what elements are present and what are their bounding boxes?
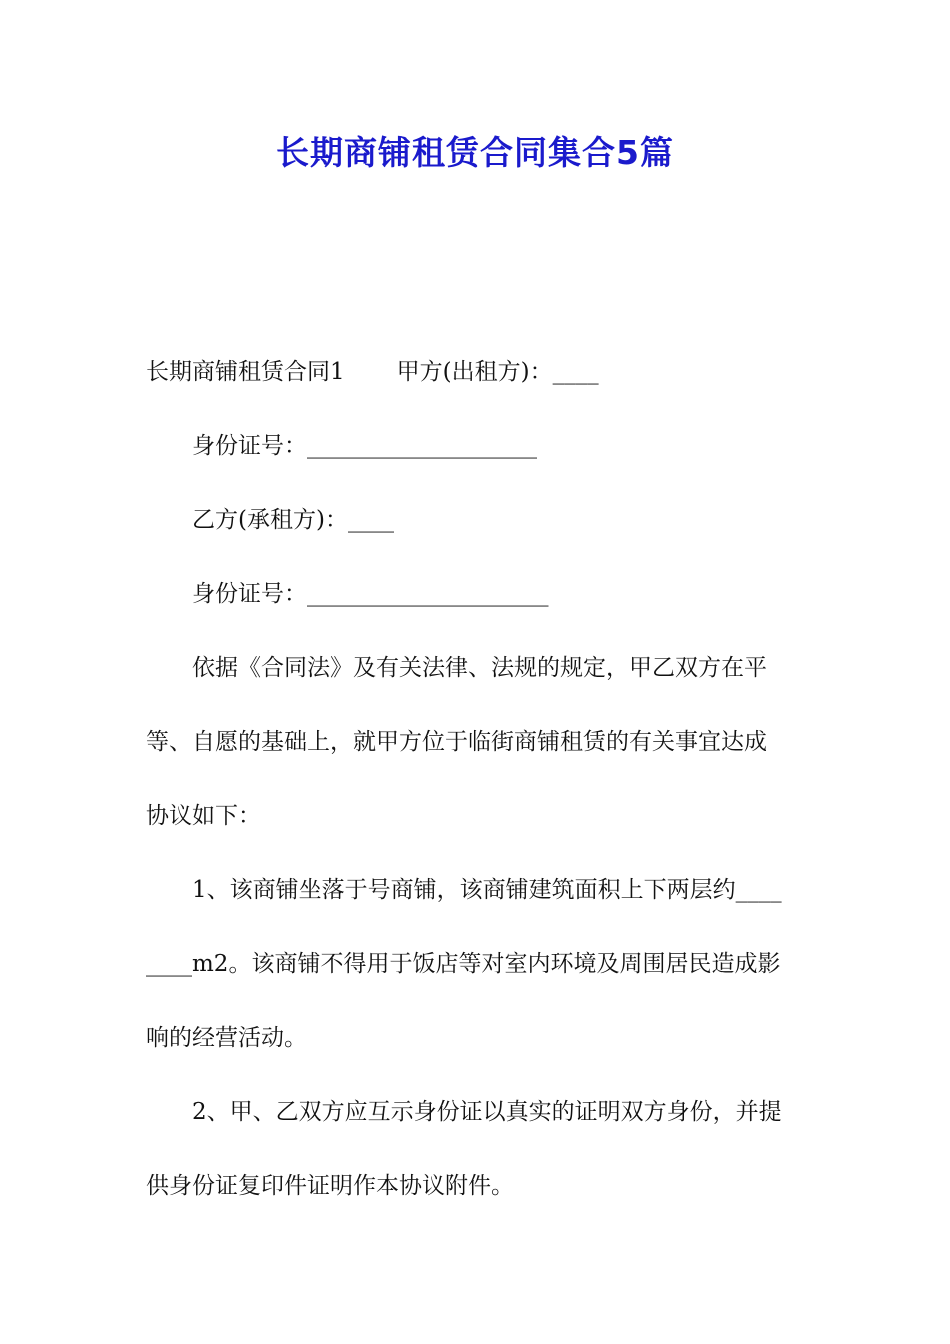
contract-heading-line — [146, 335, 808, 409]
clause-1-line: 响的经营活动。 — [146, 1025, 307, 1051]
party-a-id-field: 身份证号：____________________ — [192, 433, 537, 459]
clause-1-line: ____m2。该商铺不得用于饭店等对室内环境及周围居民造成影 — [146, 951, 781, 977]
paragraph-line: 协议如下： — [146, 803, 261, 829]
paragraph-line: 等、自愿的基础上，就甲方位于临街商铺租赁的有关事宜达成 — [146, 729, 767, 755]
party-b-id-field: 身份证号：_____________________ — [192, 581, 549, 607]
party-a-field: 甲方(出租方)：____ — [396, 359, 599, 385]
party-b-field: 乙方(承租方)：____ — [192, 507, 394, 533]
clause-1-line: 1、该商铺坐落于号商铺，该商铺建筑面积上下两层约____ — [192, 877, 782, 903]
document-title: 长期商铺租赁合同集合5篇 — [276, 133, 674, 172]
paragraph-line: 依据《合同法》及有关法律、法规的规定，甲乙双方在平 — [192, 655, 767, 681]
clause-2-line: 2、甲、乙双方应互示身份证以真实的证明双方身份，并提 — [192, 1099, 782, 1125]
contract-number: 长期商铺租赁合同1 — [146, 359, 345, 385]
document-body — [146, 335, 808, 1223]
clause-2-line: 供身份证复印件证明作本协议附件。 — [146, 1173, 514, 1199]
